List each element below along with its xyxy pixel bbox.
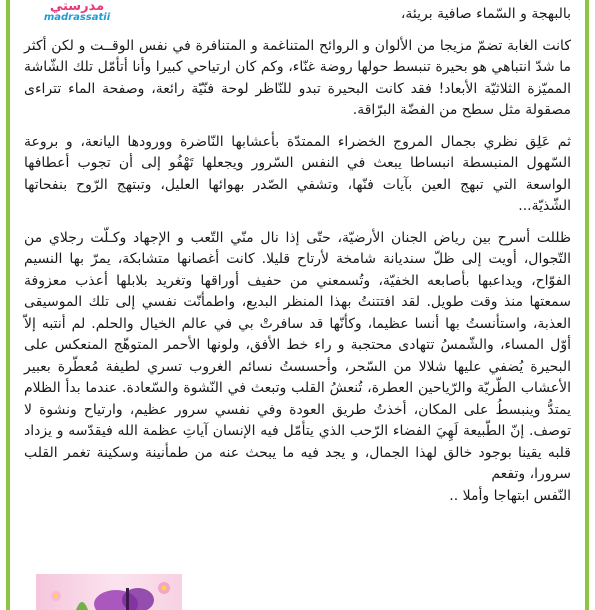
butterfly-icon [36,574,182,610]
article-paragraph-5: النّفس ابتهاجا وأملا .. [449,487,571,504]
article-paragraph-3: ثم عَلِق نظري بجمال المروج الخضراء الممتدّة بأعشابها النّاضرة وورودها اليانعة، و بروعة السّهول المنبسطة انبساطا يبعث في النفس السّرور ويجعلها تَهْفُو إلى أن تجوب أعطافها الواسعة التي تبهج العين بآيات فنّها، وتشفي الصّدر بهوائها العليل، وتبتهج الرّوح بنفحاتها الشّذيّة... [24,133,571,214]
article-body [24,4,571,507]
logo-latin-text: madrassatii [43,12,111,23]
article-paragraph-1: بالبهجة و السّماء صافية بريئة، [400,6,571,22]
article-paragraph-2: كانت الغابة تضمّ مزيجا من الألوان و الروائح المتناغمة و المتنافرة في نفس الوقــت و لكن أكثر ما شدّ انتباهي هو بحيرة تنبسط حولها روضة غنّاء، وكم كان ارتياحي كبيرا وأنا أتأمّل تلك الشّاشة المميّزة الثلاثيّة الأبعاد! فقد كانت البحيرة تبدو للنّاظر لوحة فنّيّة رائعة، وصفحة الماء تتراءى مصقولة مثل سطح من الفضّة البرّاقة. [24,37,571,118]
article-paragraph-4: ظللت أسرح بين رياض الجنان الأرضيّة، حتّى إذا نال منّي التّعب و الإجهاد وكـلّت رجلاي من التّجوال، أويت إلى ظلّ سنديانة شامخة لأرتاح قليلا. كانت أغصانها متشابكة، يمرّ بها النسيم الفوّاح، ويداعبها بأصابعه الخفيّة، وتُسمعني من حفيف أوراقها وتغريد بلابلها أعذب معزوفة سمعتها منذ وقت طويل. لقد افتتنتُ بهذا المنظر البديع، واطمأنّت نفسي إلى تلك الموسيقى العذبة، واستأنستُ بها أنسا عظيما، وكأنّها قد سافرتْ بي في عالم الخيال والحلم. لم أنتبه إلاّ أوّل المساء، والشّمسُ تتهادى محتجبة و راء خط الأفق، ولونها الأحمر المتوهّج المنعكس على البحيرة يُضفي عليها شلالا من السّحر، وأحسستُ نسائم الغروب تسري لطيفة مُعطّرة بعبير الأعشاب الطّريّة والرّياحين العطرة، تُنعشُ القلب وتبعث في النّشوة والسّعادة. عندما بدأ الظلام يمتدُّ وينبسطُ على المكان، أخذتُ طريق العودة وفي نفسي سرور عظيم، وارتياح ونشوة لا توصف. إنّ الطّبيعة لَهِيَ الفضاء الرّحب الذي يتأمّل فيه الإنسان آياتِ عظمة الله فيقدّسه و يزداد قلبه يقينا بوجود خالق لهذا الجمال، و يجد فيه ما يبحث عنه من طمأنينة وسكينة تغمر القلب سرورا، وتفعم [24,229,571,482]
logo-arabic-text: مدرستي [49,0,105,14]
butterfly-illustration [36,574,182,610]
